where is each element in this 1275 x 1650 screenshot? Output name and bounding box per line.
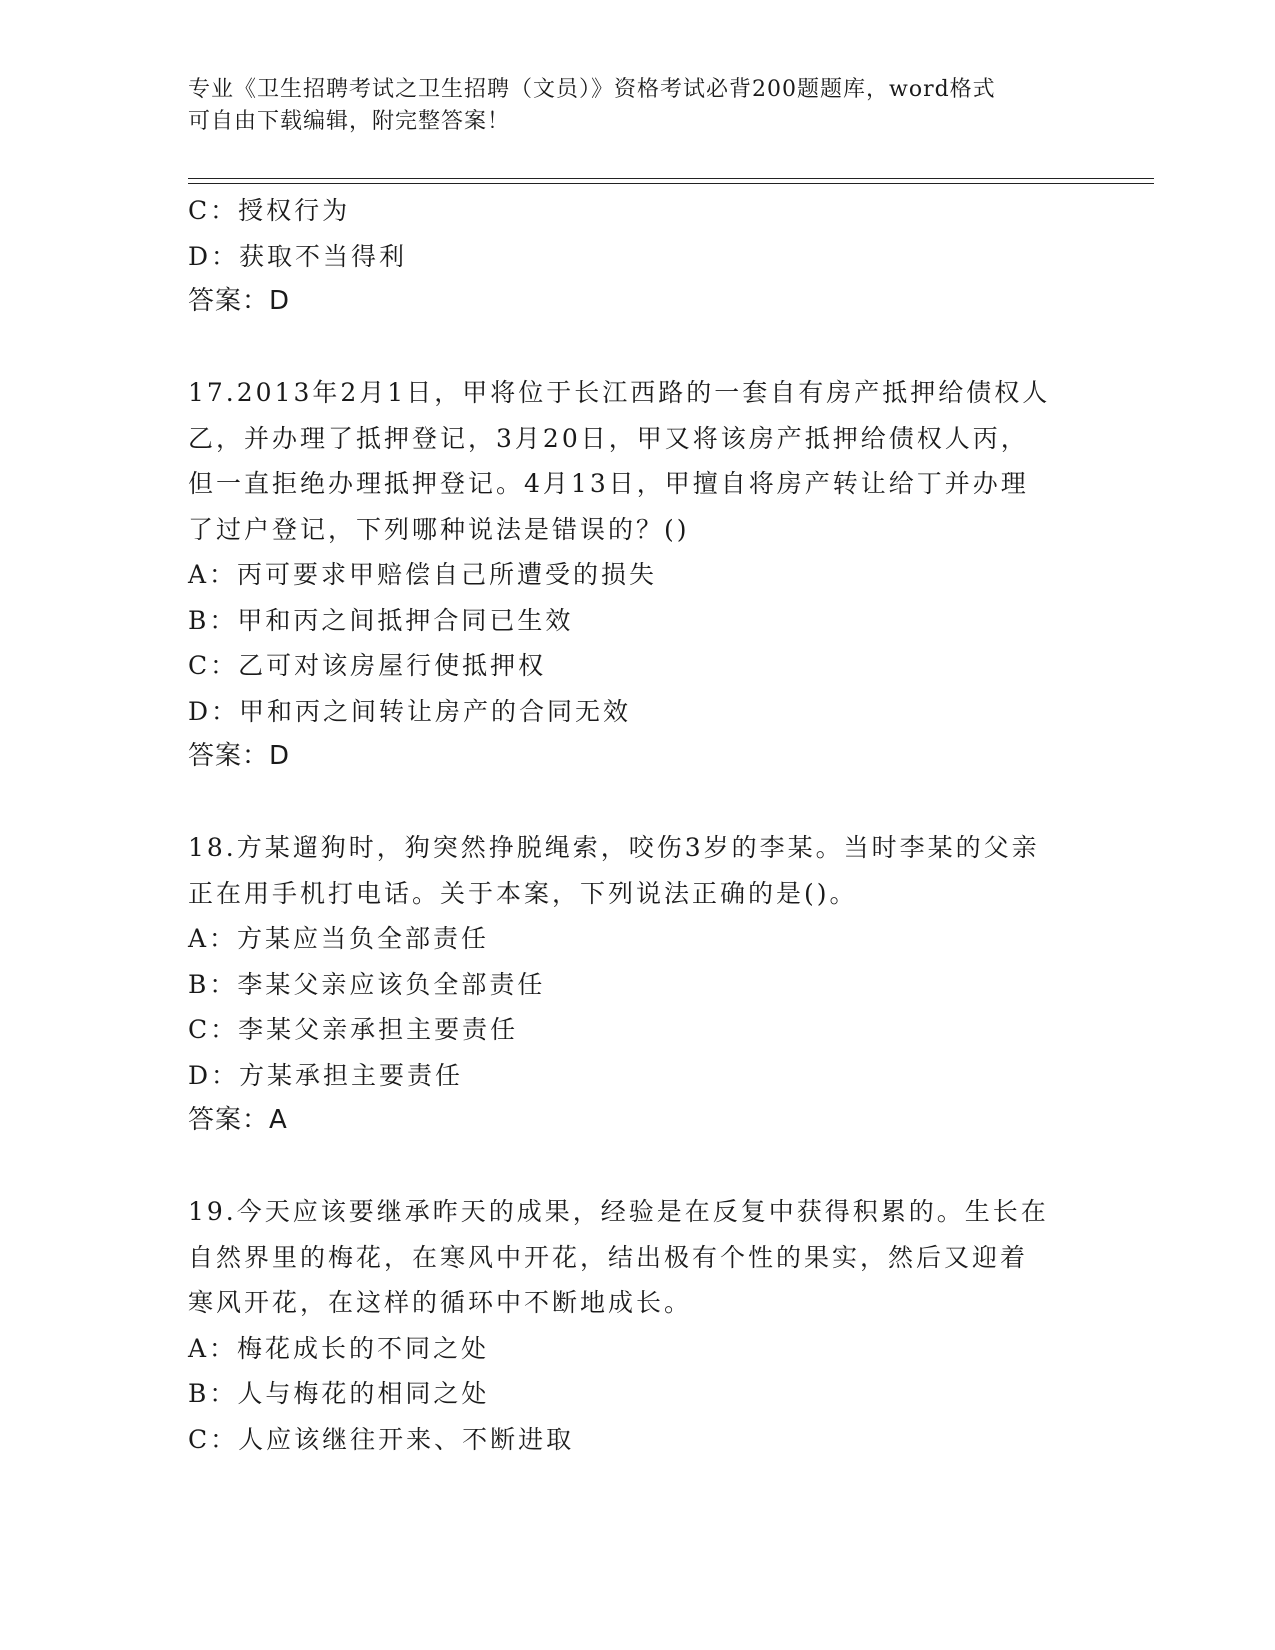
spacer (188, 780, 1088, 826)
question-content (188, 188, 1088, 1462)
option-d: D：甲和丙之间转让房产的合同无效 (188, 696, 632, 726)
question-text-line: 18.方某遛狗时，狗突然挣脱绳索，咬伤3岁的李某。当时李某的父亲 (188, 833, 1040, 862)
option-d: D：获取不当得利 (188, 241, 408, 271)
question-text-line: 正在用手机打电话。关于本案，下列说法正确的是()。 (188, 878, 858, 908)
option-b: B：李某父亲应该负全部责任 (188, 969, 546, 999)
document-header (188, 74, 1088, 138)
option-c: C：乙可对该房屋行使抵押权 (188, 651, 547, 680)
option-a: A：梅花成长的不同之处 (188, 1333, 490, 1363)
question-16-continued (188, 188, 1088, 325)
answer-label: 答案：D (188, 741, 291, 771)
spacer (188, 325, 1088, 371)
header-divider-top (188, 178, 1154, 179)
header-title-line-2: 可自由下载编辑，附完整答案！ (188, 109, 511, 134)
answer-label: 答案：A (188, 1105, 288, 1135)
question-text-line: 19.今天应该要继承昨天的成果，经验是在反复中获得积累的。生长在 (188, 1197, 1049, 1226)
question-18 (188, 825, 1088, 1144)
option-c: C：授权行为 (188, 196, 351, 225)
option-b: B：人与梅花的相同之处 (188, 1379, 490, 1408)
question-text-line: 寒风开花，在这样的循环中不断地成长。 (188, 1288, 693, 1317)
question-text-line: 但一直拒绝办理抵押登记。4月13日，甲擅自将房产转让给丁并办理 (188, 469, 1029, 498)
answer-label: 答案：D (188, 286, 291, 316)
option-d: D：方某承担主要责任 (188, 1060, 464, 1090)
option-b: B：甲和丙之间抵押合同已生效 (188, 605, 574, 635)
question-text-line: 自然界里的梅花，在寒风中开花，结出极有个性的果实，然后又迎着 (188, 1242, 1029, 1272)
option-a: A：丙可要求甲赔偿自己所遭受的损失 (188, 560, 658, 589)
question-17 (188, 370, 1088, 780)
header-divider-bottom (188, 183, 1154, 184)
question-text-line: 乙，并办理了抵押登记，3月20日，甲又将该房产抵押给债权人丙， (188, 423, 1029, 453)
question-text-line: 了过户登记，下列哪种说法是错误的？() (188, 514, 690, 544)
option-c: C：人应该继往开来、不断进取 (188, 1424, 575, 1454)
option-a: A：方某应当负全部责任 (188, 924, 490, 953)
spacer (188, 1144, 1088, 1190)
option-c: C：李某父亲承担主要责任 (188, 1015, 519, 1044)
question-19 (188, 1189, 1088, 1462)
header-title-line-1: 专业《卫生招聘考试之卫生招聘（文员）》资格考试必背200题题库，word格式 (188, 77, 996, 102)
question-text-line: 17.2013年2月1日，甲将位于长江西路的一套自有房产抵押给债权人 (188, 378, 1051, 407)
